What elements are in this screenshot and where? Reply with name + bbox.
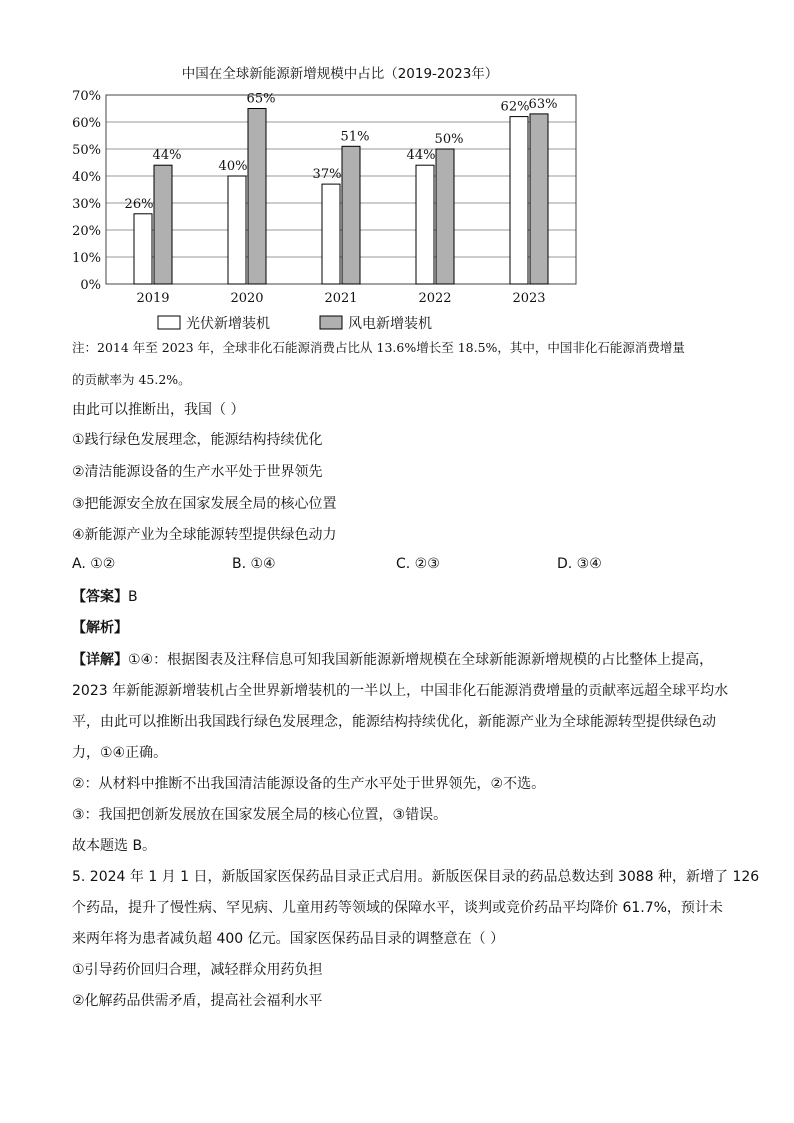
bar-value-label: 50% (434, 132, 464, 147)
bar-value-label: 65% (246, 91, 276, 107)
y-tick-label: 20% (72, 224, 101, 239)
chart-title: 中国在全球新能源新增规模中占比（2019-2023年） (181, 66, 499, 82)
y-tick-label: 10% (72, 251, 101, 266)
plot-frame (106, 95, 576, 284)
x-tick-label: 2020 (230, 291, 264, 306)
option-a: A. ①② (72, 556, 116, 572)
detail-tag: 【详解】 (72, 652, 128, 668)
detail-line-7: 故本题选 B。 (72, 838, 157, 854)
option-d: D. ③④ (557, 556, 602, 572)
x-tick-label: 2023 (512, 291, 546, 306)
bar-value-label: 40% (218, 159, 248, 174)
bar-value-label: 62% (500, 99, 530, 115)
x-tick-label: 2022 (418, 291, 452, 306)
x-tick-label: 2019 (136, 291, 170, 306)
legend-swatch (158, 316, 180, 329)
bar-wind (342, 146, 360, 284)
option-c: C. ②③ (396, 556, 440, 572)
bar-pv (228, 176, 246, 284)
bar-value-label: 26% (124, 196, 154, 212)
detail-line-2: 2023 年新能源新增装机占全世界新增装机的一半以上，中国非化石能源消费增量的贡献率远超全球平均水 (72, 683, 729, 699)
statement-4: ④新能源产业为全球能源转型提供绿色动力 (72, 527, 337, 543)
x-tick-label: 2021 (324, 291, 358, 306)
y-tick-label: 0% (80, 278, 101, 293)
bar-chart (60, 60, 600, 350)
bar-pv (134, 214, 152, 284)
detail-line-6: ③：我国把创新发展放在国家发展全局的核心位置，③错误。 (72, 807, 448, 823)
legend-label: 风电新增装机 (348, 316, 432, 332)
y-tick-label: 60% (72, 116, 101, 131)
detail-line-3: 平，由此可以推断出我国践行绿色发展理念，能源结构持续优化，新能源产业为全球能源转型提供绿色动 (72, 714, 716, 730)
bar-pv (322, 184, 340, 284)
question-stem: 由此可以推断出，我国（ ） (72, 402, 245, 418)
analysis-tag: 【解析】 (72, 620, 128, 636)
y-tick-label: 50% (72, 143, 101, 158)
y-tick-label: 40% (72, 170, 101, 185)
answer-value: B (128, 589, 138, 605)
chart-note-line2: 的贡献率为 45.2%。 (72, 372, 191, 387)
statement-2: ②清洁能源设备的生产水平处于世界领先 (72, 464, 323, 480)
bar-value-label: 37% (312, 167, 342, 183)
bar-pv (416, 165, 434, 284)
q5-line-2: 个药品，提升了慢性病、罕见病、儿童用药等领域的保障水平，谈判或竞价药品平均降价 61.7%，预计未 (72, 900, 723, 916)
bar-value-label: 63% (528, 96, 558, 112)
bar-value-label: 51% (340, 129, 370, 145)
statement-1: ①践行绿色发展理念，能源结构持续优化 (72, 432, 323, 448)
bar-value-label: 44% (406, 148, 436, 164)
option-b: B. ①④ (232, 556, 276, 572)
detail-text-1: ①④：根据图表及注释信息可知我国新能源新增规模在全球新能源新增规模的占比整体上提高， (128, 652, 714, 668)
q5-line-4: ①引导药价回归合理，减轻群众用药负担 (72, 962, 323, 978)
answer-tag: 【答案】 (72, 589, 128, 605)
q5-line-3: 来两年将为患者减负超 400 亿元。国家医保药品目录的调整意在（ ） (72, 931, 505, 947)
detail-line-4: 力，①④正确。 (72, 745, 168, 761)
y-tick-label: 70% (72, 89, 101, 104)
legend-swatch (320, 316, 342, 329)
bar-value-label: 44% (152, 148, 182, 164)
chart-note-line1: 注：2014 年至 2023 年，全球非化石能源消费占比从 13.6%增长至 18.5%，其中，中国非化石能源消费增量 (72, 340, 685, 355)
bar-wind (154, 165, 172, 284)
bar-wind (248, 109, 266, 285)
detail-line-1 (72, 650, 713, 670)
y-tick-label: 30% (72, 197, 101, 212)
bar-wind (436, 149, 454, 284)
answer-line (72, 587, 138, 607)
bar-wind (530, 114, 548, 284)
q5-line-1: 5. 2024 年 1 月 1 日，新版国家医保药品目录正式启用。新版医保目录的药品总数达到 3088 种，新增了 126 (72, 869, 760, 885)
legend-label: 光伏新增装机 (186, 316, 270, 332)
q5-line-5: ②化解药品供需矛盾，提高社会福利水平 (72, 993, 323, 1009)
statement-3: ③把能源安全放在国家发展全局的核心位置 (72, 496, 337, 512)
detail-line-5: ②：从材料中推断不出我国清洁能源设备的生产水平处于世界领先，②不选。 (72, 776, 546, 792)
bar-pv (510, 117, 528, 284)
